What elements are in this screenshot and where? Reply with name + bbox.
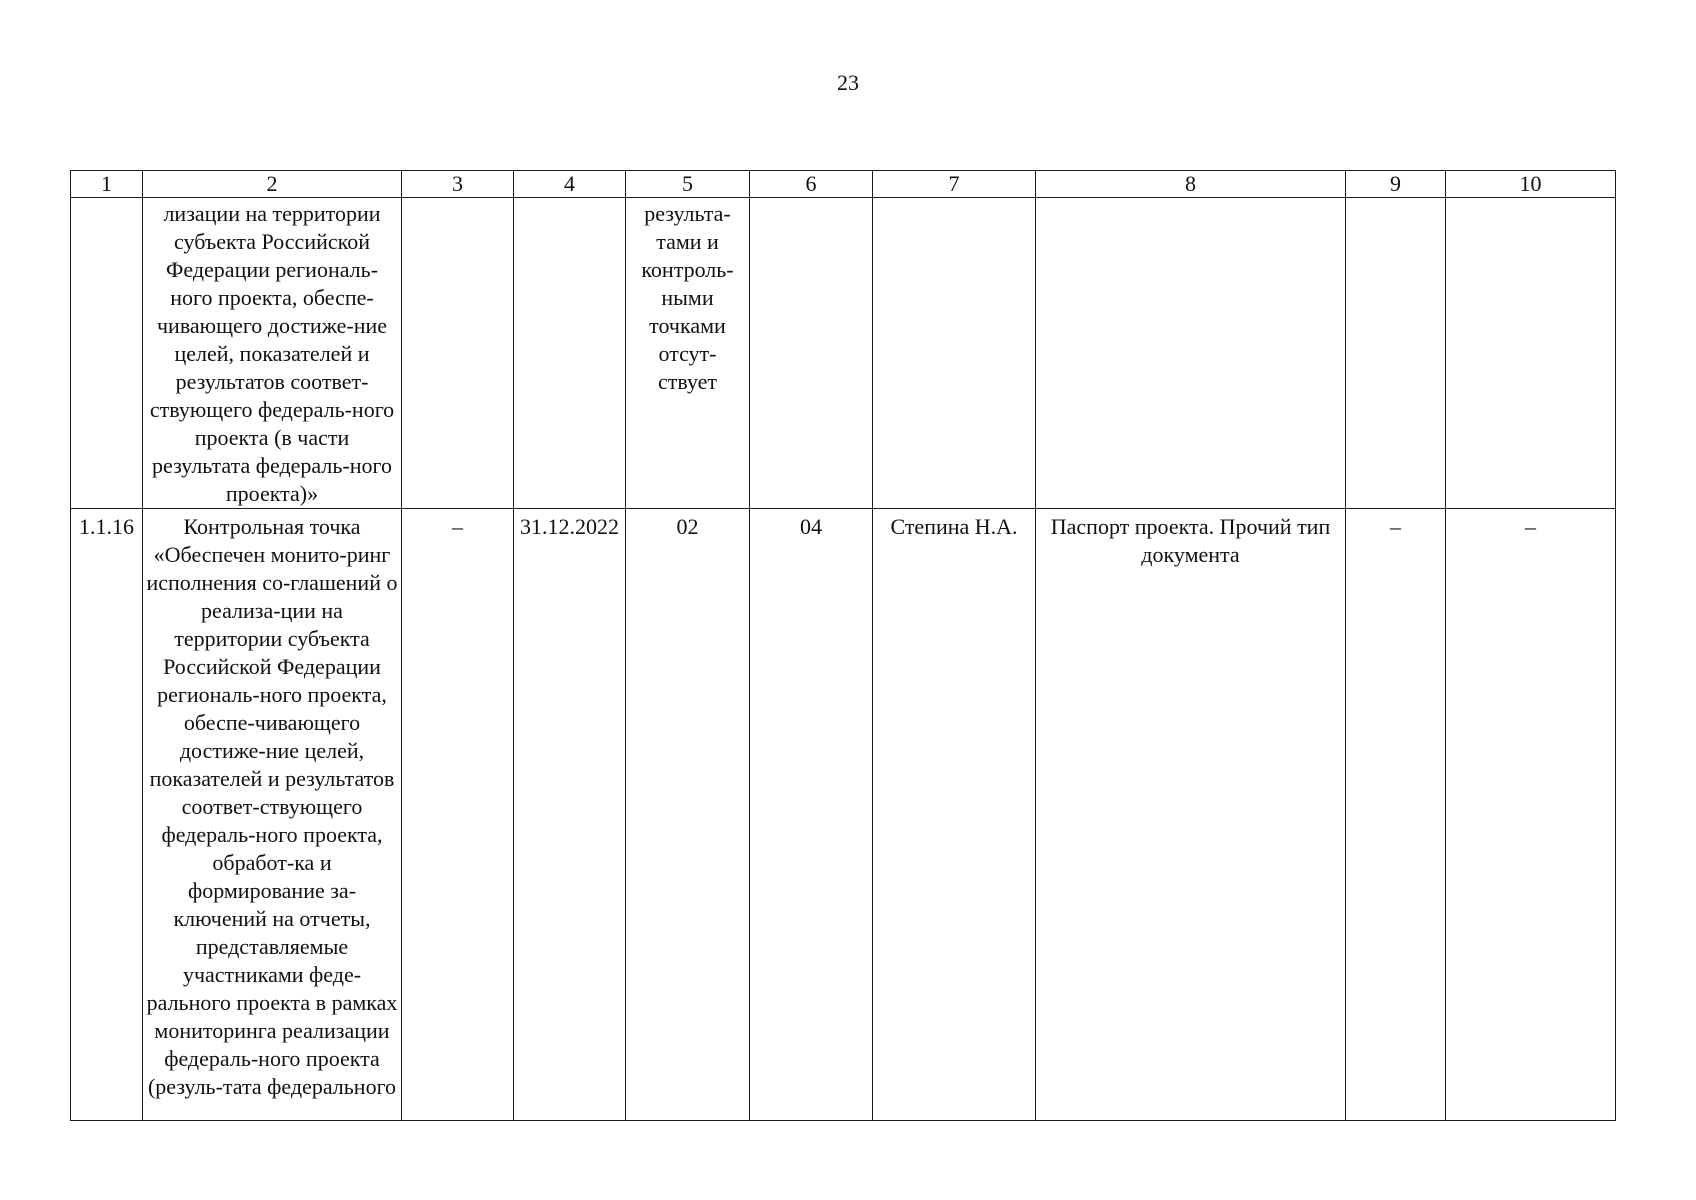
table-cell — [71, 198, 143, 509]
table-header-row — [71, 171, 1616, 198]
table-cell — [402, 198, 514, 509]
table-cell: результа-тами и контроль-ными точками отсут-ствует — [626, 198, 750, 509]
table-cell-description: лизации на территории субъекта Российской Федерации региональ-ного проекта, обеспе-чивающего достиже-ние целей, показателей и результатов соответ-ствующего федераль-ного проекта (в части результата федераль-ного проекта)» — [143, 198, 402, 509]
column-header: 5 — [626, 171, 750, 198]
table-row — [71, 198, 1616, 509]
table-cell-responsible: Степина Н.А. — [873, 509, 1036, 1121]
table-cell: 02 — [626, 509, 750, 1121]
column-header: 4 — [514, 171, 626, 198]
table-cell-description: Контрольная точка «Обеспечен монито-ринг исполнения со-глашений о реализа-ции на территории субъекта Российской Федерации региональ-ного проекта, обеспе-чивающего достиже-ние целей, показателей и результатов соответ-ствующего федераль-ного проекта, обработ-ка и формирование за-ключений на отчеты, представляемые участниками феде-рального проекта в рамках мониторинга реализации федераль-ного проекта (резуль-тата федерального — [143, 509, 402, 1121]
table-cell: – — [1346, 509, 1446, 1121]
table-cell — [514, 198, 626, 509]
column-header: 10 — [1446, 171, 1616, 198]
table-cell — [1036, 198, 1346, 509]
table-cell — [1446, 198, 1616, 509]
table-row — [71, 509, 1616, 1121]
table-cell-number: 1.1.16 — [71, 509, 143, 1121]
table-cell: – — [1446, 509, 1616, 1121]
page-number: 23 — [837, 70, 859, 95]
column-header: 7 — [873, 171, 1036, 198]
column-header: 1 — [71, 171, 143, 198]
project-table — [70, 170, 1616, 1121]
column-header: 8 — [1036, 171, 1346, 198]
column-header: 3 — [402, 171, 514, 198]
column-header: 2 — [143, 171, 402, 198]
column-header: 9 — [1346, 171, 1446, 198]
table-cell-date: 31.12.2022 — [514, 509, 626, 1121]
column-header: 6 — [750, 171, 873, 198]
table-cell: 04 — [750, 509, 873, 1121]
table-cell — [1346, 198, 1446, 509]
table-cell — [750, 198, 873, 509]
table-cell: – — [402, 509, 514, 1121]
table-cell — [873, 198, 1036, 509]
table-cell-document: Паспорт проекта. Прочий тип документа — [1036, 509, 1346, 1121]
